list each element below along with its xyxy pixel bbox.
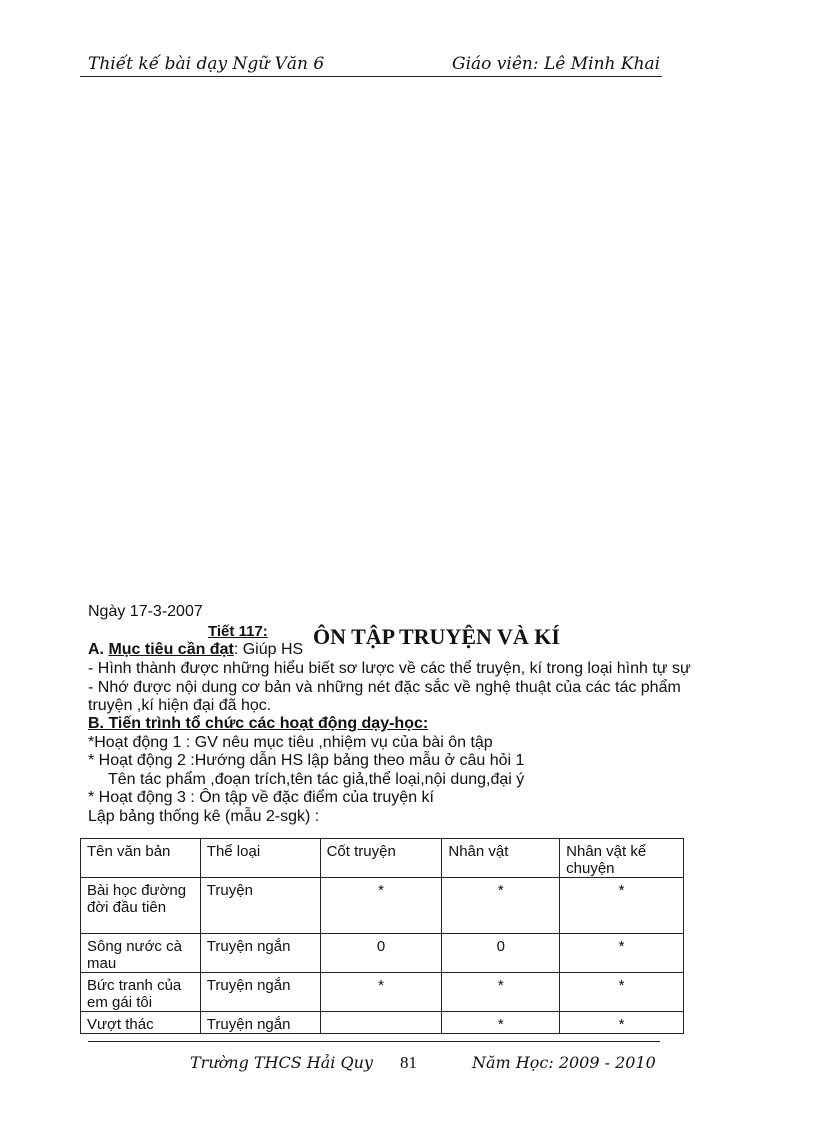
table-header-cell: Cốt truyện <box>320 839 442 878</box>
table-cell: Bài học đường đời đầu tiên <box>81 878 201 934</box>
table-header-cell: Tên văn bản <box>81 839 201 878</box>
table-cell: Truyện <box>200 878 320 934</box>
table-cell: * <box>560 973 684 1012</box>
table-cell: Sông nước cà mau <box>81 934 201 973</box>
table-header-cell: Thể loại <box>200 839 320 878</box>
table-cell: 0 <box>442 934 560 973</box>
section-a-line: - Hình thành được những hiểu biết sơ lược về các thể truyện, kí trong loại hình tự sự <box>88 660 691 677</box>
section-a-title: Mục tiêu cần đạt <box>108 641 234 658</box>
footer-year: Năm Học: 2009 - 2010 <box>472 1053 656 1072</box>
table-cell: * <box>442 878 560 934</box>
section-b-line: Tên tác phẩm ,đoạn trích,tên tác giả,thể loại,nội dung,đại ý <box>108 771 525 788</box>
table-row <box>81 973 684 1012</box>
table-cell <box>320 1012 442 1034</box>
table-cell: Truyện ngắn <box>200 934 320 973</box>
table-cell: Bức tranh của em gái tôi <box>81 973 201 1012</box>
section-b-heading: B. Tiến trình tổ chức các hoạt động dạy-học: <box>88 715 429 732</box>
table-cell: * <box>442 1012 560 1034</box>
section-b-line: Lập bảng thống kê (mẫu 2-sgk) : <box>88 808 320 825</box>
table-row <box>81 1012 684 1034</box>
table-cell: * <box>320 878 442 934</box>
table-header-cell: Nhân vật <box>442 839 560 878</box>
header-left: Thiết kế bài dạy Ngữ Văn 6 <box>88 54 325 74</box>
table-cell: * <box>560 934 684 973</box>
table-cell: Truyện ngắn <box>200 1012 320 1034</box>
table-header-cell: Nhân vật kể chuyện <box>560 839 684 878</box>
section-a-line: - Nhớ được nội dung cơ bản và những nét đặc sắc về nghệ thuật của các tác phẩm <box>88 679 681 696</box>
section-b-line: * Hoạt động 2 :Hướng dẫn HS lập bảng theo mẫu ở câu hỏi 1 <box>88 752 525 769</box>
footer-school: Trường THCS Hải Quy <box>190 1053 373 1072</box>
table-cell: * <box>442 973 560 1012</box>
table-header-row <box>81 839 684 878</box>
table-cell: * <box>320 973 442 1012</box>
section-b-line: *Hoạt động 1 : GV nêu mục tiêu ,nhiệm vụ của bài ôn tập <box>88 734 493 751</box>
footer-rule <box>88 1041 660 1042</box>
section-b-line: * Hoạt động 3 : Ôn tập về đặc điểm của truyện kí <box>88 789 434 806</box>
lesson-date: Ngày 17-3-2007 <box>88 603 203 620</box>
header-rule <box>80 76 662 77</box>
lesson-period: Tiết 117: <box>208 623 268 640</box>
table-cell: * <box>560 1012 684 1034</box>
table-cell: Vượt thác <box>81 1012 201 1034</box>
section-a-prefix: A. <box>88 641 109 658</box>
section-a-suffix: : Giúp HS <box>233 641 304 658</box>
lesson-title: ÔN TẬP TRUYỆN VÀ KÍ <box>313 624 560 649</box>
table-cell: * <box>560 878 684 934</box>
section-a-heading <box>88 641 303 658</box>
table-row <box>81 934 684 973</box>
page-number: 81 <box>400 1053 417 1072</box>
story-summary-table <box>80 838 684 1034</box>
section-a-line: truyện ,kí hiện đại đã học. <box>88 697 272 714</box>
table-row <box>81 878 684 934</box>
header-right: Giáo viên: Lê Minh Khai <box>452 54 661 74</box>
table-cell: Truyện ngắn <box>200 973 320 1012</box>
table-cell: 0 <box>320 934 442 973</box>
